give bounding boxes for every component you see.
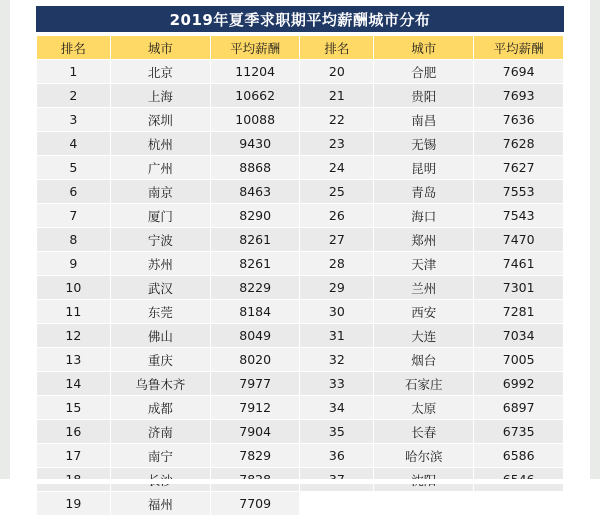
table-row: [37, 204, 564, 228]
cell-rank-right: 33: [300, 372, 374, 396]
cell-salary-right: 7470: [474, 228, 564, 252]
cell-city-left: 乌鲁木齐: [110, 372, 210, 396]
salary-table: [36, 35, 564, 516]
cell-city-left: 济南: [110, 420, 210, 444]
cell-rank-right: 34: [300, 396, 374, 420]
cell-salary-left: 7912: [210, 396, 300, 420]
cell-rank-left: 1: [37, 60, 111, 84]
cell-salary-right: 7636: [474, 108, 564, 132]
cell-city-right: 兰州: [374, 276, 474, 300]
cell-salary-left: 9430: [210, 132, 300, 156]
cell-rank-left: 5: [37, 156, 111, 180]
cell-salary-left: 10662: [210, 84, 300, 108]
cell-salary-left: 8229: [210, 276, 300, 300]
column-header-salary-left: 平均薪酬: [210, 36, 300, 60]
cell-rank-right: 27: [300, 228, 374, 252]
cell-rank-right: 32: [300, 348, 374, 372]
table-row: [37, 348, 564, 372]
cell-city-left: 东莞: [110, 300, 210, 324]
cell-city-right: 海口: [374, 204, 474, 228]
cell-rank-left: 10: [37, 276, 111, 300]
cell-rank-left: 7: [37, 204, 111, 228]
cell-salary-left: 8184: [210, 300, 300, 324]
cell-rank-left: 4: [37, 132, 111, 156]
column-header-rank-left: 排名: [37, 36, 111, 60]
table-row: [37, 132, 564, 156]
cell-city-right: 太原: [374, 396, 474, 420]
cell-city-right: 无锡: [374, 132, 474, 156]
cell-salary-left: 7977: [210, 372, 300, 396]
cell-city-right: 烟台: [374, 348, 474, 372]
cell-rank-right: 23: [300, 132, 374, 156]
cell-salary-right: 7301: [474, 276, 564, 300]
cell-rank-right: 20: [300, 60, 374, 84]
cell-rank-left: 15: [37, 396, 111, 420]
cell-salary-left: 8020: [210, 348, 300, 372]
cell-city-right: 石家庄: [374, 372, 474, 396]
cell-city-right: 哈尔滨: [374, 444, 474, 468]
cell-salary-right: 7543: [474, 204, 564, 228]
cell-salary-right: 7627: [474, 156, 564, 180]
cell-salary-right: 7693: [474, 84, 564, 108]
cell-city-left: 成都: [110, 396, 210, 420]
page-edge-right: [590, 0, 600, 484]
cell-salary-right: 7461: [474, 252, 564, 276]
cell-rank-left: 3: [37, 108, 111, 132]
table-row: [37, 84, 564, 108]
cell-city-right: 青岛: [374, 180, 474, 204]
table-row: [37, 324, 564, 348]
cell-rank-right: 22: [300, 108, 374, 132]
cell-city-left: 广州: [110, 156, 210, 180]
cell-city-left: 杭州: [110, 132, 210, 156]
cell-rank-right: 30: [300, 300, 374, 324]
page-edge-left: [0, 0, 10, 484]
table-row: [37, 156, 564, 180]
cell-city-right: [374, 492, 474, 516]
cell-salary-right: 7553: [474, 180, 564, 204]
table-row: [37, 444, 564, 468]
cell-salary-right: 7281: [474, 300, 564, 324]
cell-city-right: 西安: [374, 300, 474, 324]
cell-city-left: 重庆: [110, 348, 210, 372]
cell-city-right: 贵阳: [374, 84, 474, 108]
cell-rank-left: 19: [37, 492, 111, 516]
cell-rank-left: 17: [37, 444, 111, 468]
cell-rank-right: 25: [300, 180, 374, 204]
table-row: [37, 180, 564, 204]
table-body: [37, 60, 564, 516]
cell-city-left: 福州: [110, 492, 210, 516]
cell-city-left: 上海: [110, 84, 210, 108]
cell-rank-right: 29: [300, 276, 374, 300]
cell-rank-left: 8: [37, 228, 111, 252]
table-row: [37, 252, 564, 276]
cell-salary-right: 6992: [474, 372, 564, 396]
cell-salary-right: 6586: [474, 444, 564, 468]
cell-city-left: 佛山: [110, 324, 210, 348]
table-row: [37, 60, 564, 84]
cell-city-left: 南京: [110, 180, 210, 204]
cell-salary-right: 6735: [474, 420, 564, 444]
cell-salary-left: 8261: [210, 228, 300, 252]
column-header-city-left: 城市: [110, 36, 210, 60]
cell-city-right: 合肥: [374, 60, 474, 84]
header-row: [37, 36, 564, 60]
table-sheet: [10, 0, 590, 512]
cell-rank-right: 28: [300, 252, 374, 276]
table-header: [37, 36, 564, 60]
cell-rank-right: 36: [300, 444, 374, 468]
column-header-rank-right: 排名: [300, 36, 374, 60]
cell-salary-left: 10088: [210, 108, 300, 132]
cell-salary-right: 7005: [474, 348, 564, 372]
cell-salary-left: 8290: [210, 204, 300, 228]
table-row: [37, 396, 564, 420]
table-row: [37, 492, 564, 516]
cell-salary-left: 8049: [210, 324, 300, 348]
cell-rank-left: 12: [37, 324, 111, 348]
table-row: [37, 300, 564, 324]
cell-city-left: 南宁: [110, 444, 210, 468]
cell-city-right: 昆明: [374, 156, 474, 180]
cell-salary-left: 11204: [210, 60, 300, 84]
cell-city-left: 北京: [110, 60, 210, 84]
cell-rank-left: 13: [37, 348, 111, 372]
cell-rank-left: 16: [37, 420, 111, 444]
cell-rank-left: 9: [37, 252, 111, 276]
cell-city-right: 长春: [374, 420, 474, 444]
cell-city-left: 宁波: [110, 228, 210, 252]
cell-rank-left: 14: [37, 372, 111, 396]
table-row: [37, 420, 564, 444]
cell-city-left: 武汉: [110, 276, 210, 300]
cell-salary-left: 8261: [210, 252, 300, 276]
cell-salary-right: 7034: [474, 324, 564, 348]
cell-salary-right: 6897: [474, 396, 564, 420]
cell-rank-right: [300, 492, 374, 516]
column-header-salary-right: 平均薪酬: [474, 36, 564, 60]
table-row: [37, 276, 564, 300]
page-title: 2019年夏季求职期平均薪酬城市分布: [36, 6, 564, 32]
cell-salary-left: 7829: [210, 444, 300, 468]
cell-salary-left: 8868: [210, 156, 300, 180]
column-header-city-right: 城市: [374, 36, 474, 60]
cell-salary-right: 7694: [474, 60, 564, 84]
cell-salary-right: [474, 492, 564, 516]
cell-salary-right: 7628: [474, 132, 564, 156]
table-row: [37, 228, 564, 252]
cell-city-right: 天津: [374, 252, 474, 276]
cell-city-right: 南昌: [374, 108, 474, 132]
cell-rank-right: 24: [300, 156, 374, 180]
cell-city-left: 深圳: [110, 108, 210, 132]
cell-rank-right: 21: [300, 84, 374, 108]
table-row: [37, 372, 564, 396]
cell-salary-left: 7904: [210, 420, 300, 444]
cell-salary-left: 7709: [210, 492, 300, 516]
cell-city-left: 厦门: [110, 204, 210, 228]
cell-salary-left: 8463: [210, 180, 300, 204]
table-row: [37, 108, 564, 132]
cell-rank-left: 2: [37, 84, 111, 108]
cell-rank-right: 26: [300, 204, 374, 228]
cell-rank-left: 6: [37, 180, 111, 204]
cell-rank-right: 31: [300, 324, 374, 348]
cell-rank-right: 35: [300, 420, 374, 444]
cell-city-left: 苏州: [110, 252, 210, 276]
cell-city-right: 郑州: [374, 228, 474, 252]
cell-rank-left: 11: [37, 300, 111, 324]
cell-city-right: 大连: [374, 324, 474, 348]
page-bottom-strip: [0, 479, 600, 484]
